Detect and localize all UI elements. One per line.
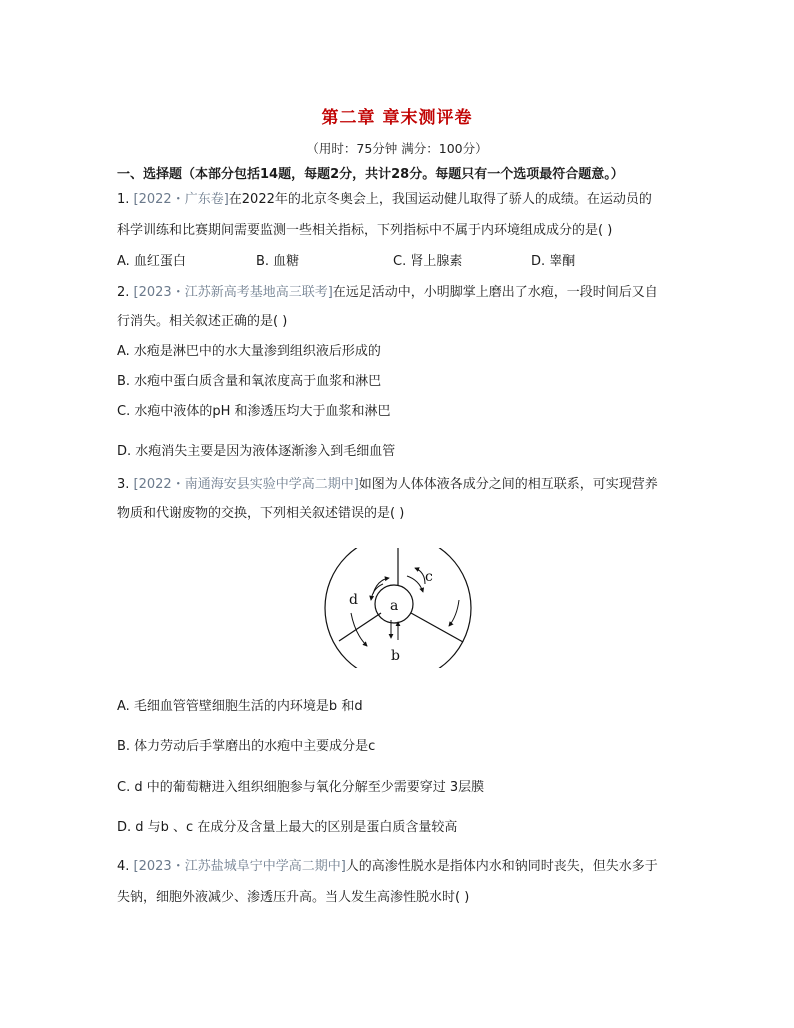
- question-source: [2022・广东卷]: [133, 192, 229, 207]
- q3-option-c: C. d 中的葡萄糖进入组织细胞参与氧化分解至少需要穿过 3层膜: [117, 780, 485, 795]
- question-number: 4.: [117, 859, 134, 874]
- question-text: 人的高渗性脱水是指体内水和钠同时丧失，但失水多于: [345, 859, 658, 874]
- question-text: 在2022年的北京冬奥会上，我国运动健儿取得了骄人的成绩。在运动员的: [228, 192, 652, 207]
- label-d: d: [349, 592, 358, 608]
- q3-option-d: D. d 与b 、c 在成分及含量上最大的区别是蛋白质含量较高: [117, 820, 458, 835]
- q1-option-b: B. 血糖: [256, 254, 300, 269]
- q2-option-a: A. 水疱是淋巴中的水大量渗到组织液后形成的: [117, 344, 381, 359]
- body-fluid-diagram: [321, 548, 476, 668]
- question-2-line-1: [117, 283, 658, 303]
- question-number: 3.: [117, 477, 134, 492]
- question-source: [2023・江苏盐城阜宁中学高二期中]: [133, 859, 346, 874]
- section-heading: 一、选择题（本部分包括14题，每题2分，共计28分。每题只有一个选项最符合题意。）: [117, 167, 624, 182]
- q3-option-a: A. 毛细血管管壁细胞生活的内环境是b 和d: [117, 699, 363, 714]
- question-4-line-1: [117, 857, 658, 877]
- page-title: 第二章 章末测评卷: [321, 108, 473, 128]
- question-1-line-1: [117, 190, 652, 210]
- arrow-d-to-b-outer: [351, 613, 367, 646]
- question-number: 1.: [117, 192, 134, 207]
- q2-option-b: B. 水疱中蛋白质含量和氧浓度高于血浆和淋巴: [117, 374, 382, 389]
- q1-option-a: A. 血红蛋白: [117, 254, 186, 269]
- page-subtitle: （用时：75分钟 满分：100分）: [306, 141, 488, 156]
- question-source: [2022・南通海安县实验中学高二期中]: [133, 477, 359, 492]
- question-2-line-2: 行消失。相关叙述正确的是( ): [117, 314, 288, 329]
- question-source: [2023・江苏新高考基地高三联考]: [133, 285, 333, 300]
- question-3-line-1: [117, 475, 658, 495]
- question-1-line-2: 科学训练和比赛期间需要监测一些相关指标，下列指标中不属于内环境组成成分的是( ): [117, 223, 613, 238]
- arrow-a-to-d: [371, 584, 383, 600]
- question-text: 如图为人体体液各成分之间的相互联系，可实现营养: [358, 477, 658, 492]
- arrow-c-to-b-outer: [449, 600, 459, 626]
- label-a: a: [390, 598, 399, 614]
- question-number: 2.: [117, 285, 134, 300]
- question-4-line-2: 失钠，细胞外液减少、渗透压升高。当人发生高渗性脱水时( ): [117, 890, 470, 905]
- divider-right: [411, 613, 463, 642]
- q1-option-d: D. 睾酮: [531, 254, 576, 269]
- label-b: b: [391, 648, 400, 664]
- q1-option-c: C. 肾上腺素: [393, 254, 463, 269]
- question-3-line-2: 物质和代谢废物的交换，下列相关叙述错误的是( ): [117, 506, 405, 521]
- question-text: 在远足活动中，小明脚掌上磨出了水疱，一段时间后又自: [332, 285, 658, 300]
- q2-option-d: D. 水疱消失主要是因为液体逐渐渗入到毛细血管: [117, 444, 396, 459]
- label-c: c: [425, 569, 433, 585]
- q2-option-c: C. 水疱中液体的pH 和渗透压均大于血浆和淋巴: [117, 404, 391, 419]
- q3-option-b: B. 体力劳动后手掌磨出的水疱中主要成分是c: [117, 739, 376, 754]
- arrow-a-to-c: [407, 576, 423, 592]
